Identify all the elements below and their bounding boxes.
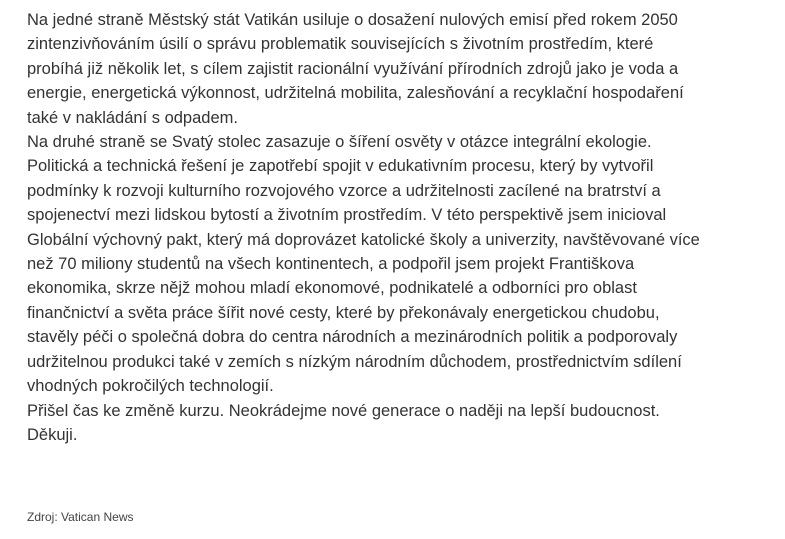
text-line: finančnictví a světa práce šířit nové cesty, které by překonávaly energetickou chudobu, (27, 303, 660, 322)
paragraph-vatican-emissions (27, 8, 767, 130)
text-line: také v nakládání s odpadem. (27, 108, 238, 127)
text-line: Děkuji. (27, 425, 78, 444)
text-line: než 70 miliony studentů na všech kontinentech, a podpořil jsem projekt Františkova (27, 255, 635, 274)
text-line: podmínky k rozvoji kulturního rozvojového vzorce a udržitelnosti zacílené na bratrství a (27, 181, 661, 200)
paragraph-holy-see-ecology (27, 130, 767, 398)
text-line: energie, energetická výkonnost, udržitelná mobilita, zalesňování a recyklační hospodaření (27, 84, 684, 103)
text-line: Přišel čas ke změně kurzu. Neokrádejme nové generace o naději na lepší budoucnost. (27, 401, 660, 420)
text-line: probíhá již několik let, s cílem zajistit racionální využívání přírodních zdrojů jako je voda a (27, 59, 679, 78)
text-line: zintenzivňováním úsilí o správu problematik souvisejících s životním prostředím, které (27, 35, 654, 54)
text-line: stavěly péči o společná dobra do centra národních a mezinárodních politik a podporovaly (27, 328, 678, 347)
text-line: Na jedné straně Městský stát Vatikán usiluje o dosažení nulových emisí před rokem 2050 (27, 11, 678, 29)
paragraph-thanks (27, 423, 767, 447)
text-line: ekonomika, skrze nějž mohou mladí ekonomové, podnikatelé a odborníci pro oblast (27, 279, 637, 298)
text-line: vhodných pokročilých technologií. (27, 377, 274, 396)
text-line: udržitelnou produkci také v zemích s nízkým národním důchodem, prostřednictvím sdílení (27, 352, 682, 371)
text-line: Na druhé straně se Svatý stolec zasazuje o šíření osvěty v otázce integrální ekologie. (27, 133, 652, 152)
text-line: spojenectví mezi lidskou bytostí a životním prostředím. V této perspektivě jsem inicioval (27, 206, 667, 225)
text-line: Globální výchovný pakt, který má doprovázet katolické školy a univerzity, navštěvované více (27, 230, 700, 249)
text-line: Politická a technická řešení je zapotřebí spojit v edukativním procesu, který by vytvořil (27, 157, 654, 176)
source-credit: Zdroj: Vatican News (27, 510, 134, 524)
article-body (27, 8, 767, 447)
paragraph-change-course (27, 399, 767, 423)
